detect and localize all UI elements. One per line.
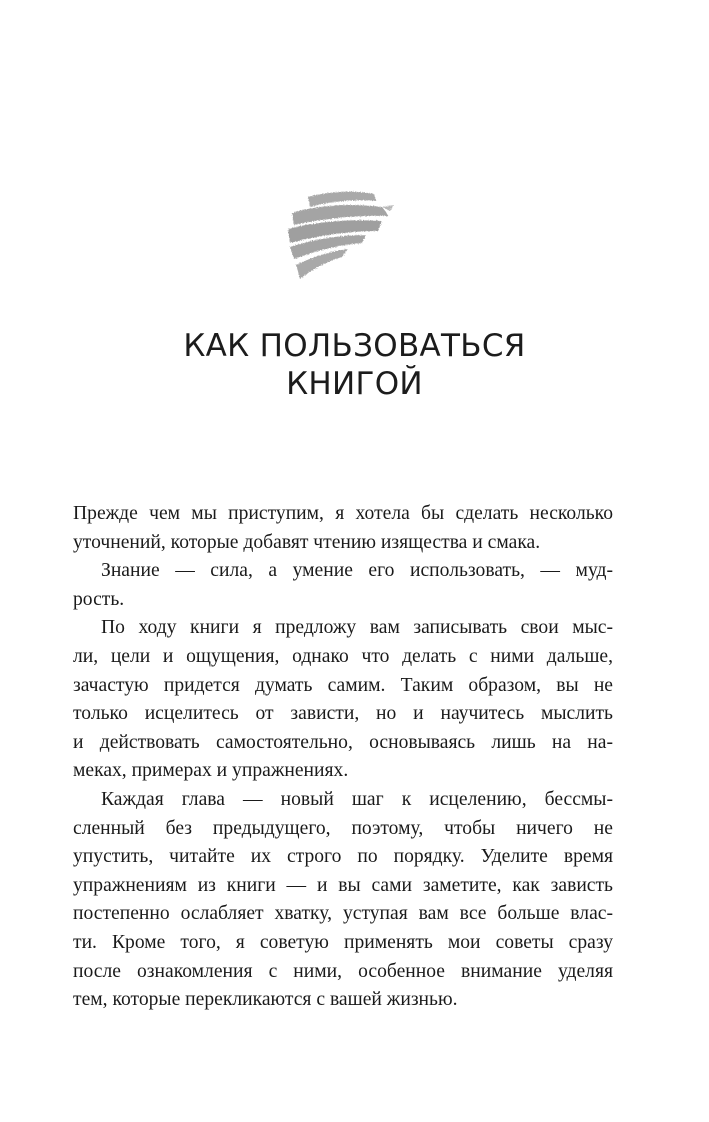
chapter-title bbox=[0, 327, 709, 403]
text-line: Знание — сила, а умение его использовать, — муд- bbox=[101, 560, 613, 582]
chapter-title-line: КНИГОЙ bbox=[286, 366, 423, 402]
paragraph bbox=[73, 500, 613, 557]
paragraph bbox=[73, 786, 613, 1015]
text-line: ти. Кроме того, я советую применять мои советы сразу bbox=[73, 931, 613, 953]
paragraph bbox=[73, 557, 613, 614]
text-line: упражнениям из книги — и вы сами заметите, как зависть bbox=[73, 874, 613, 896]
text-line: тем, которые перекликаются с вашей жизнью. bbox=[73, 989, 458, 1011]
text-line: и действовать самостоятельно, основываясь лишь на на- bbox=[73, 731, 613, 753]
text-line: уточнений, которые добавят чтению изящества и смака. bbox=[73, 531, 541, 553]
text-line: рость. bbox=[73, 588, 125, 610]
text-line: Прежде чем мы приступим, я хотела бы сделать несколько bbox=[73, 503, 613, 524]
paragraph bbox=[73, 614, 613, 786]
text-line: упустить, читайте их строго по порядку. Уделите время bbox=[73, 846, 613, 868]
text-line: только исцелитесь от зависти, но и научитесь мыслить bbox=[73, 703, 613, 725]
body-text bbox=[73, 500, 613, 1015]
text-line: после ознакомления с ними, особенное внимание уделяя bbox=[73, 960, 613, 982]
text-line: сленный без предыдущего, поэтому, чтобы ничего не bbox=[73, 817, 613, 839]
text-line: зачастую придется думать самим. Таким образом, вы не bbox=[73, 674, 613, 696]
chapter-title-line: КАК ПОЛЬЗОВАТЬСЯ bbox=[183, 328, 526, 364]
text-line: меках, примерах и упражнениях. bbox=[73, 760, 349, 782]
text-line: По ходу книги я предложу вам записывать свои мыс- bbox=[101, 617, 613, 639]
text-line: постепенно ослабляет хватку, уступая вам все больше влас- bbox=[73, 903, 613, 925]
text-line: ли, цели и ощущения, однако что делать с ними дальше, bbox=[73, 645, 613, 667]
brush-stroke-icon bbox=[278, 185, 398, 287]
text-line: Каждая глава — новый шаг к исцелению, бессмы- bbox=[101, 788, 613, 810]
